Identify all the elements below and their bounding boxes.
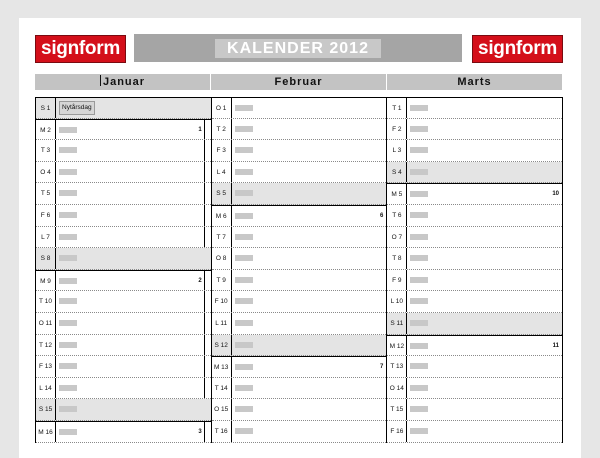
entry-placeholder (410, 212, 428, 218)
day-label: M 13 (212, 357, 232, 377)
day-label: T 3 (36, 140, 56, 161)
day-label: O 4 (36, 162, 56, 183)
day-label: M 16 (36, 422, 56, 442)
day-label: M 12 (387, 336, 407, 356)
divider (100, 75, 101, 86)
day-row[interactable] (36, 162, 211, 184)
day-row[interactable] (387, 205, 562, 227)
entry-placeholder (235, 320, 253, 326)
entry-placeholder (235, 126, 253, 132)
entry-placeholder (410, 320, 428, 326)
divider (204, 162, 205, 183)
entry-placeholder (235, 406, 253, 412)
week-number: 3 (198, 428, 202, 435)
day-row[interactable] (387, 227, 562, 249)
day-row[interactable] (387, 119, 562, 141)
month-header-marts (387, 74, 562, 90)
day-label: T 15 (387, 399, 407, 420)
day-label: S 1 (36, 98, 56, 118)
day-label: L 7 (36, 227, 56, 248)
day-label: M 5 (387, 184, 407, 204)
day-row[interactable] (212, 183, 387, 205)
entry-placeholder (59, 278, 77, 284)
entry-placeholder (410, 191, 428, 197)
day-row[interactable] (212, 227, 387, 249)
entry-placeholder (235, 342, 253, 348)
entry-placeholder (235, 169, 253, 175)
day-label: F 6 (36, 205, 56, 226)
entry-placeholder (410, 298, 428, 304)
entry-placeholder (59, 234, 77, 240)
day-row[interactable] (387, 399, 562, 421)
entry-placeholder (59, 169, 77, 175)
holiday-note: Nytårsdag (59, 101, 95, 115)
day-label: O 11 (36, 313, 56, 334)
day-row[interactable] (36, 399, 211, 421)
entry-placeholder (59, 298, 77, 304)
entry-placeholder (410, 343, 428, 349)
signform-logo-right: signform (472, 35, 563, 63)
entry-placeholder (410, 363, 428, 369)
day-label: M 2 (36, 120, 56, 140)
month-name: Marts (457, 76, 492, 88)
entry-placeholder (410, 277, 428, 283)
day-row[interactable] (212, 378, 387, 400)
day-row[interactable] (212, 119, 387, 141)
day-label: F 9 (387, 270, 407, 291)
day-label: T 8 (387, 248, 407, 269)
day-row[interactable] (212, 356, 387, 378)
day-row[interactable] (36, 183, 211, 205)
day-row[interactable] (212, 97, 387, 119)
day-label: M 9 (36, 271, 56, 291)
day-row[interactable] (36, 291, 211, 313)
day-row[interactable] (36, 356, 211, 378)
day-label: S 4 (387, 162, 407, 183)
divider (204, 140, 205, 161)
week-number: 7 (380, 364, 384, 371)
month-column-marts (386, 97, 563, 443)
entry-placeholder (235, 147, 253, 153)
divider (204, 335, 205, 356)
month-name: Februar (274, 76, 323, 88)
week-number: 10 (552, 191, 560, 198)
divider (204, 356, 205, 377)
calendar-grid (35, 97, 563, 443)
day-row[interactable] (212, 140, 387, 162)
week-number: 2 (198, 277, 202, 284)
day-label: F 10 (212, 291, 232, 312)
day-row[interactable] (212, 248, 387, 270)
entry-placeholder (59, 406, 77, 412)
day-label: L 4 (212, 162, 232, 183)
day-row[interactable] (212, 421, 387, 443)
day-row[interactable] (36, 119, 211, 141)
divider (204, 313, 205, 334)
day-row[interactable] (212, 291, 387, 313)
month-header-row (35, 74, 562, 90)
entry-placeholder (59, 147, 77, 153)
day-row[interactable] (36, 335, 211, 357)
entry-placeholder (59, 429, 77, 435)
day-label: M 6 (212, 206, 232, 226)
day-row[interactable] (36, 313, 211, 335)
day-label: S 11 (387, 313, 407, 334)
day-label: T 16 (212, 421, 232, 442)
day-label: F 13 (36, 356, 56, 377)
day-label: S 8 (36, 248, 56, 269)
entry-placeholder (235, 428, 253, 434)
divider (204, 227, 205, 248)
day-row[interactable] (387, 270, 562, 292)
day-row[interactable] (212, 335, 387, 357)
day-row[interactable] (387, 140, 562, 162)
day-label: T 13 (387, 356, 407, 377)
entry-placeholder (235, 255, 253, 261)
entry-placeholder (235, 234, 253, 240)
day-label: T 1 (387, 98, 407, 118)
entry-placeholder (59, 320, 77, 326)
entry-placeholder (59, 385, 77, 391)
day-row[interactable] (36, 421, 211, 443)
day-label: T 7 (212, 227, 232, 248)
entry-placeholder (59, 255, 77, 261)
entry-placeholder (410, 406, 428, 412)
divider (204, 422, 205, 442)
day-label: T 10 (36, 291, 56, 312)
day-row[interactable] (36, 378, 211, 400)
day-row[interactable] (387, 291, 562, 313)
day-row[interactable] (36, 97, 211, 119)
day-label: L 11 (212, 313, 232, 334)
entry-placeholder (235, 364, 253, 370)
entry-placeholder (410, 234, 428, 240)
day-row[interactable] (212, 399, 387, 421)
day-row[interactable] (387, 335, 562, 357)
divider (204, 378, 205, 399)
day-label: O 1 (212, 98, 232, 118)
calendar-page (19, 18, 581, 458)
entry-placeholder (410, 428, 428, 434)
day-row[interactable] (387, 248, 562, 270)
day-row[interactable] (36, 227, 211, 249)
day-label: O 8 (212, 248, 232, 269)
day-label: L 10 (387, 291, 407, 312)
entry-placeholder (235, 190, 253, 196)
day-label: S 15 (36, 399, 56, 420)
entry-placeholder (235, 105, 253, 111)
entry-placeholder (59, 363, 77, 369)
entry-placeholder (235, 277, 253, 283)
day-row[interactable] (387, 183, 562, 205)
day-label: F 16 (387, 421, 407, 442)
day-label: T 2 (212, 119, 232, 140)
week-number: 6 (380, 212, 384, 219)
divider (204, 205, 205, 226)
divider (204, 271, 205, 291)
divider (204, 120, 205, 140)
month-name: Januar (102, 76, 146, 88)
day-label: O 14 (387, 378, 407, 399)
day-row[interactable] (387, 378, 562, 400)
day-label: L 14 (36, 378, 56, 399)
day-row[interactable] (212, 162, 387, 184)
day-label: T 12 (36, 335, 56, 356)
entry-placeholder (59, 190, 77, 196)
day-row[interactable] (387, 356, 562, 378)
entry-placeholder (235, 385, 253, 391)
entry-placeholder (410, 147, 428, 153)
day-label: L 3 (387, 140, 407, 161)
entry-placeholder (410, 169, 428, 175)
week-number: 11 (552, 342, 560, 349)
day-label: T 5 (36, 183, 56, 204)
day-row[interactable] (387, 313, 562, 335)
month-column-februar (211, 97, 387, 443)
page-title: KALENDER 2012 (215, 39, 381, 58)
month-column-januar (35, 97, 211, 443)
entry-placeholder (59, 127, 77, 133)
entry-placeholder (59, 342, 77, 348)
entry-placeholder (410, 385, 428, 391)
entry-placeholder (235, 298, 253, 304)
day-row[interactable] (387, 421, 562, 443)
day-label: F 3 (212, 140, 232, 161)
week-number: 1 (198, 126, 202, 133)
entry-placeholder (410, 105, 428, 111)
day-label: O 7 (387, 227, 407, 248)
day-row[interactable] (36, 248, 211, 270)
day-row[interactable] (387, 162, 562, 184)
day-row[interactable] (212, 270, 387, 292)
entry-placeholder (59, 212, 77, 218)
day-row[interactable] (387, 97, 562, 119)
day-row[interactable] (36, 205, 211, 227)
day-row[interactable] (212, 205, 387, 227)
day-label: T 9 (212, 270, 232, 291)
month-header-januar (35, 74, 210, 90)
day-label: T 14 (212, 378, 232, 399)
day-label: S 12 (212, 335, 232, 356)
day-label: S 5 (212, 183, 232, 204)
divider (204, 183, 205, 204)
day-row[interactable] (36, 270, 211, 292)
day-label: O 15 (212, 399, 232, 420)
day-row[interactable] (36, 140, 211, 162)
signform-logo-left: signform (35, 35, 126, 63)
entry-placeholder (235, 213, 253, 219)
divider (204, 291, 205, 312)
month-header-februar (211, 74, 386, 90)
day-label: T 6 (387, 205, 407, 226)
day-label: F 2 (387, 119, 407, 140)
title-bar (134, 34, 462, 62)
day-row[interactable] (212, 313, 387, 335)
entry-placeholder (410, 255, 428, 261)
entry-placeholder (410, 126, 428, 132)
